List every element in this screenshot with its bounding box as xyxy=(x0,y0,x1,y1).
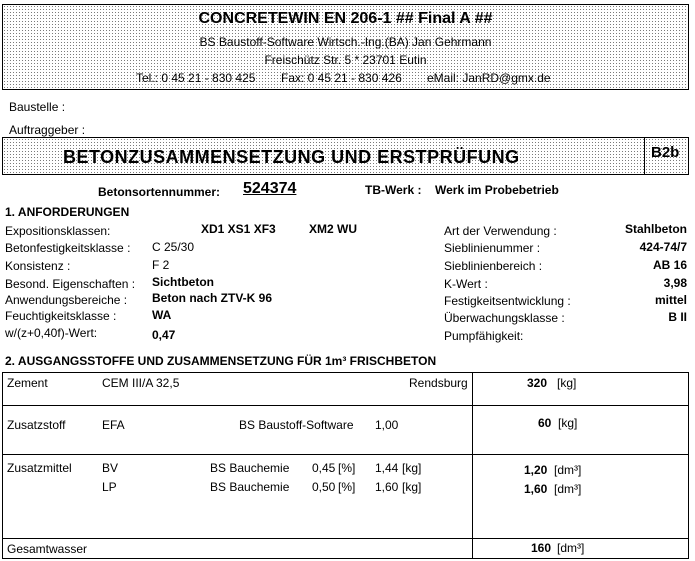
zusatzmittel-code: LP xyxy=(102,480,117,494)
company-email: eMail: JanRD@gmx.de xyxy=(427,71,551,85)
req-value: mittel xyxy=(654,293,687,307)
document-title-box xyxy=(2,137,689,175)
zusatzmittel-code: BV xyxy=(102,461,119,475)
betonsorte-label: Betonsortennummer: xyxy=(98,185,221,199)
zement-label: Zement xyxy=(7,376,48,390)
zusatzmittel-kg-unit: [kg] xyxy=(402,480,422,494)
gesamtwasser-label: Gesamtwasser xyxy=(7,542,88,556)
zusatzmittel-percent-unit: [%] xyxy=(338,480,356,494)
req-value: WA xyxy=(152,308,172,322)
zusatzmittel-supplier: BS Bauchemie xyxy=(210,480,290,494)
betonsorte-value: 524374 xyxy=(243,180,297,197)
req-label: Sieblinienbereich : xyxy=(444,259,543,273)
req-label: Pumpfähigkeit: xyxy=(444,329,524,343)
zusatzmittel-unit: [dm³] xyxy=(554,463,582,477)
req-label: Expositionsklassen: xyxy=(5,224,111,238)
req-label: Konsistenz : xyxy=(5,259,71,273)
req-label: Betonfestigkeitsklasse : xyxy=(5,241,131,255)
req-value: Sichtbeton xyxy=(152,275,214,289)
zusatzstoff-label: Zusatzstoff xyxy=(7,418,66,432)
tb-werk-value: Werk im Probebetrieb xyxy=(435,183,559,197)
zement-amount: 320 xyxy=(527,376,548,390)
section2-heading: 2. AUSGANGSSTOFFE UND ZUSAMMENSETZUNG FÜR 1m³ FRISCHBETON xyxy=(5,354,437,368)
req-value: C 25/30 xyxy=(152,240,195,254)
req-value: Beton nach ZTV-K 96 xyxy=(152,291,273,305)
zusatzmittel-amount: 1,20 xyxy=(524,463,548,477)
company-address: Freischütz Str. 5 * 23701 Eutin xyxy=(264,53,427,67)
zusatzmittel-supplier: BS Bauchemie xyxy=(210,461,290,475)
req-value: B II xyxy=(668,310,687,324)
row-divider xyxy=(3,454,688,455)
req-label: Sieblinienummer : xyxy=(444,241,541,255)
zusatzstoff-factor: 1,00 xyxy=(375,418,399,432)
zusatzmittel-percent: 0,50 xyxy=(312,480,336,494)
column-divider xyxy=(472,373,473,558)
company-tel: Tel.: 0 45 21 - 830 425 xyxy=(136,71,256,85)
zusatzstoff-code: EFA xyxy=(102,418,125,432)
req-label: w/(z+0,40f)-Wert: xyxy=(5,326,98,340)
req-label: Festigkeitsentwicklung : xyxy=(444,294,571,308)
auftraggeber-label: Auftraggeber : xyxy=(9,123,86,137)
req-value: Stahlbeton xyxy=(625,222,687,236)
req-value: AB 16 xyxy=(652,258,687,272)
req-value: F 2 xyxy=(152,258,170,272)
tb-werk-label: TB-Werk : xyxy=(365,183,422,197)
title-divider xyxy=(644,138,645,174)
zement-type: CEM III/A 32,5 xyxy=(102,376,180,390)
req-label: K-Wert : xyxy=(444,277,488,291)
zusatzmittel-amount: 1,60 xyxy=(524,482,548,496)
req-label: Überwachungsklasse : xyxy=(444,311,565,325)
zusatzstoff-unit: [kg] xyxy=(558,416,578,430)
zusatzmittel-label: Zusatzmittel xyxy=(7,461,72,475)
zusatzmittel-percent-unit: [%] xyxy=(338,461,356,475)
req-value: 0,47 xyxy=(152,328,176,342)
req-label: Art der Verwendung : xyxy=(444,224,557,238)
req-value: 3,98 xyxy=(663,276,687,290)
document-title: BETONZUSAMMENSETZUNG UND ERSTPRÜFUNG xyxy=(63,147,520,167)
row-divider xyxy=(3,405,688,406)
zusatzstoff-amount: 60 xyxy=(538,416,552,430)
gesamtwasser-amount: 160 xyxy=(531,541,552,555)
gesamtwasser-unit: [dm³] xyxy=(557,541,585,555)
zement-unit: [kg] xyxy=(557,376,577,390)
req-label: Anwendungsbereiche : xyxy=(5,293,128,307)
req-value: 424-74/7 xyxy=(639,240,687,254)
req-value: XD1 XS1 XF3 xyxy=(201,222,276,236)
app-title: CONCRETEWIN EN 206-1 ## Final A ## xyxy=(198,10,493,27)
company-name: BS Baustoff-Software Wirtsch.-Ing.(BA) Jan Gehrmann xyxy=(199,35,492,49)
zusatzmittel-kg: 1,44 xyxy=(375,461,399,475)
req-value-extra: XM2 WU xyxy=(309,222,357,236)
req-label: Feuchtigkeitsklasse : xyxy=(5,309,117,323)
zusatzstoff-supplier: BS Baustoff-Software xyxy=(239,418,354,432)
section1-heading: 1. ANFORDERUNGEN xyxy=(5,205,130,219)
zusatzmittel-percent: 0,45 xyxy=(312,461,336,475)
composition-table xyxy=(2,372,689,559)
zusatzmittel-unit: [dm³] xyxy=(554,482,582,496)
letterhead xyxy=(2,4,689,90)
row-divider xyxy=(3,538,688,539)
company-fax: Fax: 0 45 21 - 830 426 xyxy=(281,71,402,85)
baustelle-label: Baustelle : xyxy=(9,100,66,114)
document-code: B2b xyxy=(651,144,680,161)
zement-origin: Rendsburg xyxy=(409,376,468,390)
zusatzmittel-kg-unit: [kg] xyxy=(402,461,422,475)
zusatzmittel-kg: 1,60 xyxy=(375,480,399,494)
req-label: Besond. Eigenschaften : xyxy=(5,277,136,291)
